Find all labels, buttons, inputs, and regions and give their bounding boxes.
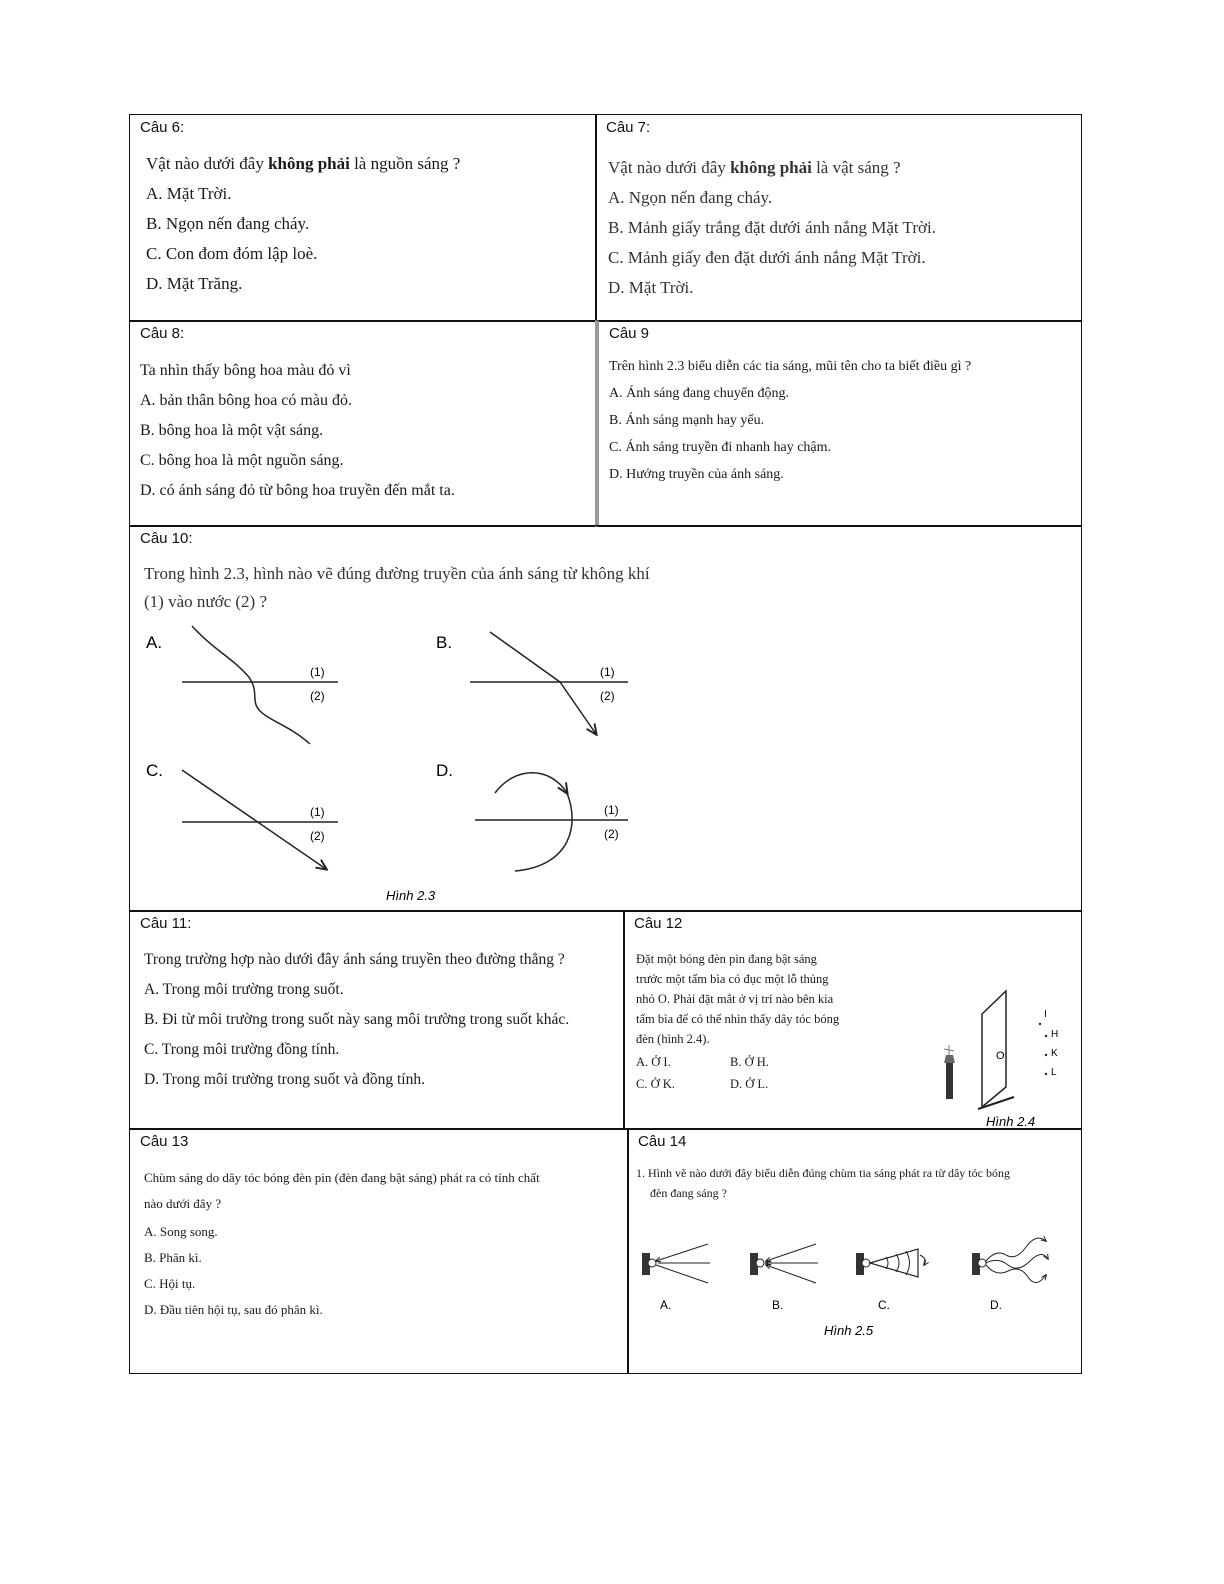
question-7-option-a[interactable]: A. Ngọn nến đang cháy. — [608, 188, 773, 207]
question-6-cell — [129, 114, 597, 322]
question-10-cell — [129, 525, 1082, 912]
point-k: K — [1051, 1048, 1058, 1059]
question-13-option-b[interactable]: B. Phân kì. — [144, 1250, 202, 1265]
question-12-option-b[interactable]: B. Ở H. — [730, 1055, 769, 1069]
question-7-cell — [595, 114, 1082, 322]
question-8-option-b[interactable]: B. bông hoa là một vật sáng. — [140, 422, 324, 439]
question-11-option-a[interactable]: A. Trong môi trường trong suốt. — [144, 981, 344, 998]
question-8-option-d[interactable]: D. có ánh sáng đỏ từ bông hoa truyền đến mắt ta. — [140, 482, 455, 499]
question-8-option-a[interactable]: A. bản thân bông hoa có màu đỏ. — [140, 392, 352, 409]
question-14-stem — [636, 1163, 1010, 1203]
question-6-label: Câu 6: — [140, 119, 185, 136]
question-12-stem-line-5: đèn (hình 2.4). — [636, 1032, 710, 1046]
question-12-options — [636, 1051, 769, 1095]
figure-c-label-2: (2) — [310, 829, 325, 843]
point-h: H — [1051, 1029, 1059, 1040]
beam-option-c-letter: C. — [878, 1298, 890, 1312]
question-12-stem-line-3: nhỏ O. Phải đặt mắt ở vị trí nào bên kia — [636, 992, 834, 1006]
hole-label: O — [996, 1050, 1005, 1062]
question-13-option-d[interactable]: D. Đầu tiên hội tụ, sau đó phân kì. — [144, 1302, 323, 1317]
question-7-stem: Vật nào dưới đây không phải là vật sáng ? — [608, 158, 901, 177]
beam-option-d[interactable] — [972, 1238, 1048, 1312]
question-14-label: Câu 14 — [638, 1133, 687, 1150]
question-6-option-d[interactable]: D. Mặt Trăng. — [146, 274, 243, 293]
question-14-stem-line-1: 1. Hình vẽ nào dưới đây biểu diễn đúng chùm tia sáng phát ra từ dây tóc bóng — [636, 1166, 1010, 1180]
question-12-stem — [636, 949, 839, 1049]
question-13-label: Câu 13 — [140, 1133, 189, 1150]
figure-a-label-2: (2) — [310, 689, 325, 703]
question-12-cell — [623, 910, 1082, 1130]
figure-2-3-caption: Hình 2.3 — [386, 888, 436, 903]
question-7-option-c[interactable]: C. Mảnh giấy đen đặt dưới ánh nắng Mặt Trời. — [608, 248, 926, 267]
question-8-stem: Ta nhìn thấy bông hoa màu đỏ vì — [140, 362, 351, 379]
question-7-label: Câu 7: — [606, 119, 651, 136]
question-11-option-c[interactable]: C. Trong môi trường đồng tính. — [144, 1041, 340, 1058]
figure-2-5 — [628, 1219, 1082, 1369]
question-12-option-c[interactable]: C. Ở K. — [636, 1077, 675, 1091]
question-11-stem: Trong trường hợp nào dưới đây ánh sáng truyền theo đường thẳng ? — [144, 951, 565, 968]
question-13-stem-line-2: nào dưới đây ? — [144, 1196, 222, 1211]
flashlight-icon — [944, 1045, 955, 1099]
beam-option-b-letter: B. — [772, 1298, 784, 1312]
point-i: I — [1044, 1009, 1047, 1020]
figure-d-label-2: (2) — [604, 827, 619, 841]
figure-b[interactable] — [436, 632, 628, 734]
question-9-option-b[interactable]: B. Ánh sáng mạnh hay yếu. — [609, 413, 765, 428]
question-10-stem-line-2: (1) vào nước (2) ? — [144, 592, 267, 611]
question-12-stem-line-2: trước một tấm bìa có đục một lỗ thủng — [636, 972, 829, 986]
question-12-option-a[interactable]: A. Ở I. — [636, 1055, 671, 1069]
question-12-stem-line-1: Đặt một bóng đèn pin đang bật sáng — [636, 952, 817, 966]
question-7-option-b[interactable]: B. Mảnh giấy trắng đặt dưới ánh nắng Mặt Trời. — [608, 218, 936, 237]
figure-d-label-1: (1) — [604, 803, 619, 817]
question-6-stem: Vật nào dưới đây không phải là nguồn sáng ? — [146, 154, 461, 173]
question-9-option-d[interactable]: D. Hướng truyền của ánh sáng. — [609, 467, 784, 482]
question-11-body — [144, 945, 569, 1095]
question-9-option-a[interactable]: A. Ánh sáng đang chuyển động. — [609, 386, 790, 401]
figure-a-label-1: (1) — [310, 665, 325, 679]
figure-c-label-1: (1) — [310, 805, 325, 819]
figure-a-letter: A. — [146, 633, 163, 652]
question-13-option-a[interactable]: A. Song song. — [144, 1224, 218, 1239]
question-9-body — [609, 353, 971, 488]
figure-2-5-caption: Hình 2.5 — [824, 1323, 874, 1338]
beam-option-a[interactable] — [642, 1244, 710, 1312]
question-10-stem-line-1: Trong hình 2.3, hình nào vẽ đúng đường truyền của ánh sáng từ không khí — [144, 564, 650, 583]
figure-c[interactable] — [146, 761, 338, 869]
question-14-cell — [627, 1128, 1082, 1374]
figure-d[interactable] — [436, 761, 628, 871]
question-7-body — [608, 153, 936, 303]
question-9-label: Câu 9 — [609, 325, 650, 342]
question-11-option-b[interactable]: B. Đi từ môi trường trong suốt này sang môi trường trong suốt khác. — [144, 1011, 570, 1028]
question-12-option-d[interactable]: D. Ở L. — [730, 1077, 769, 1091]
figure-2-4-caption: Hình 2.4 — [986, 1114, 1036, 1129]
question-sheet — [129, 114, 1082, 1374]
question-13-stem-line-1: Chùm sáng do dây tóc bóng đèn pin (đèn đang bật sáng) phát ra có tính chất — [144, 1170, 540, 1185]
question-12-stem-line-4: tấm bìa để có thể nhìn thấy dây tóc bóng — [636, 1012, 840, 1026]
question-12-label: Câu 12 — [634, 915, 683, 932]
figure-a[interactable] — [146, 626, 338, 744]
question-7-option-d[interactable]: D. Mặt Trời. — [608, 278, 694, 297]
figure-c-letter: C. — [146, 761, 163, 780]
question-14-stem-line-2: đèn đang sáng ? — [650, 1186, 727, 1200]
figure-2-4 — [914, 919, 1082, 1129]
figure-b-label-2: (2) — [600, 689, 615, 703]
figure-d-letter: D. — [436, 761, 453, 780]
question-11-cell — [129, 910, 625, 1130]
question-13-body — [144, 1165, 540, 1323]
beam-option-c[interactable] — [856, 1249, 925, 1312]
beam-option-a-letter: A. — [660, 1298, 672, 1312]
question-6-option-a[interactable]: A. Mặt Trời. — [146, 184, 232, 203]
point-l: L — [1051, 1067, 1057, 1078]
question-6-option-c[interactable]: C. Con đom đóm lập loè. — [146, 244, 318, 263]
question-8-cell — [129, 320, 597, 527]
question-13-cell — [129, 1128, 629, 1374]
figure-b-letter: B. — [436, 633, 453, 652]
question-13-option-c[interactable]: C. Hội tụ. — [144, 1276, 196, 1291]
question-10-label: Câu 10: — [140, 530, 193, 547]
question-11-option-d[interactable]: D. Trong môi trường trong suốt và đồng tính. — [144, 1071, 425, 1088]
question-8-option-c[interactable]: C. bông hoa là một nguồn sáng. — [140, 452, 344, 469]
beam-option-b[interactable] — [750, 1244, 818, 1312]
figure-b-label-1: (1) — [600, 665, 615, 679]
question-9-cell — [595, 320, 1082, 527]
figure-2-3 — [130, 526, 1082, 912]
question-6-option-b[interactable]: B. Ngọn nến đang cháy. — [146, 214, 310, 233]
question-6-body — [146, 149, 460, 299]
question-8-body — [140, 356, 455, 506]
screen-with-hole — [978, 991, 1014, 1109]
question-8-label: Câu 8: — [140, 325, 185, 342]
question-11-label: Câu 11: — [140, 915, 192, 932]
question-9-option-c[interactable]: C. Ánh sáng truyền đi nhanh hay chậm. — [609, 440, 832, 455]
question-9-stem: Trên hình 2.3 biểu diễn các tia sáng, mũi tên cho ta biết điều gì ? — [609, 359, 972, 374]
beam-option-d-letter: D. — [990, 1298, 1002, 1312]
